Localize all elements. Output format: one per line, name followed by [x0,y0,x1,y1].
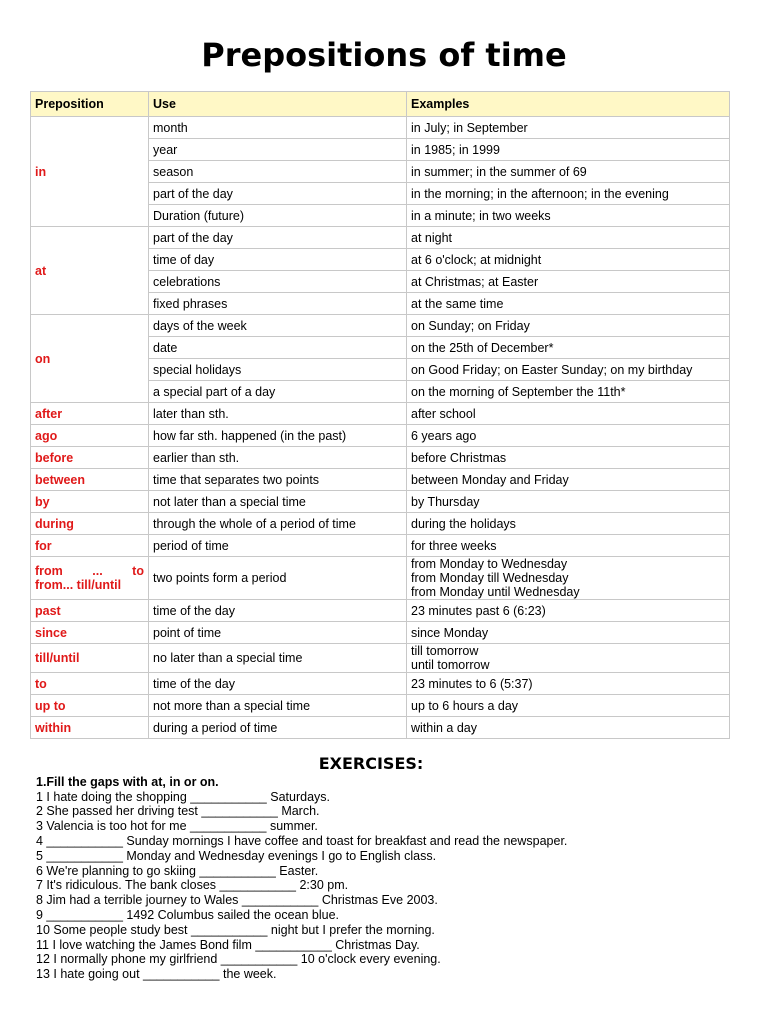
example-cell [407,644,730,673]
use-cell: days of the week [149,315,407,337]
example-cell: by Thursday [407,491,730,513]
use-cell: a special part of a day [149,381,407,403]
header-examples: Examples [407,92,730,117]
exercise-line: 6 We're planning to go skiing ___________ Easter. [36,863,319,878]
use-cell: not later than a special time [149,491,407,513]
example-line: from Monday until Wednesday [411,585,580,599]
prepositions-table [30,91,730,739]
header-preposition: Preposition [31,92,149,117]
use-cell: time of day [149,249,407,271]
example-cell: 23 minutes past 6 (6:23) [407,600,730,622]
exercise-line: 12 I normally phone my girlfriend ___________ 10 o'clock every evening. [36,952,441,967]
use-cell: two points form a period [149,557,407,600]
table-row [31,491,730,513]
preposition-cell: at [31,227,149,315]
use-cell: celebrations [149,271,407,293]
from-to-word: from [35,564,63,578]
preposition-cell: up to [31,695,149,717]
exercise-line: 4 ___________ Sunday mornings I have coffee and toast for breakfast and read the newspaper. [36,833,568,848]
use-cell: through the whole of a period of time [149,513,407,535]
table-row [31,425,730,447]
example-cell: in 1985; in 1999 [407,139,730,161]
use-cell: year [149,139,407,161]
preposition-cell: after [31,403,149,425]
example-cell: between Monday and Friday [407,469,730,491]
example-line: till tomorrow [411,644,479,658]
from-till-line: from... till/until [35,578,122,592]
preposition-cell: in [31,117,149,227]
use-cell: no later than a special time [149,644,407,673]
use-cell: not more than a special time [149,695,407,717]
table-row [31,622,730,644]
exercise-line: 7 It's ridiculous. The bank closes ___________ 2:30 pm. [36,878,349,893]
table-row [31,557,730,600]
use-cell: date [149,337,407,359]
use-cell: part of the day [149,227,407,249]
example-cell: 23 minutes to 6 (5:37) [407,673,730,695]
use-cell: how far sth. happened (in the past) [149,425,407,447]
use-cell: later than sth. [149,403,407,425]
use-cell: fixed phrases [149,293,407,315]
example-cell: in the morning; in the afternoon; in the evening [407,183,730,205]
exercises-heading: EXERCISES: [318,754,424,773]
preposition-cell: to [31,673,149,695]
use-cell: Duration (future) [149,205,407,227]
exercise-line: 13 I hate going out ___________ the week. [36,967,277,982]
use-cell: part of the day [149,183,407,205]
example-cell: at night [407,227,730,249]
table-row [31,717,730,739]
table-row [31,469,730,491]
preposition-cell: till/until [31,644,149,673]
table-row [31,117,730,139]
table-row [31,695,730,717]
table-row [31,315,730,337]
from-to-word: to [132,564,144,578]
example-cell: since Monday [407,622,730,644]
example-cell: on the morning of September the 11th* [407,381,730,403]
preposition-cell: by [31,491,149,513]
use-cell: month [149,117,407,139]
exercise-line: 5 ___________ Monday and Wednesday evenings I go to English class. [36,848,437,863]
use-cell: time that separates two points [149,469,407,491]
example-cell [407,557,730,600]
use-cell: special holidays [149,359,407,381]
example-cell: at Christmas; at Easter [407,271,730,293]
example-cell: for three weeks [407,535,730,557]
example-cell: before Christmas [407,447,730,469]
use-cell: time of the day [149,673,407,695]
use-cell: point of time [149,622,407,644]
exercise-line: 1 I hate doing the shopping ___________ Saturdays. [36,789,330,804]
example-cell: on Good Friday; on Easter Sunday; on my birthday [407,359,730,381]
table-row [31,403,730,425]
example-cell: up to 6 hours a day [407,695,730,717]
exercise-line: 2 She passed her driving test ___________ March. [36,804,320,819]
table-row [31,447,730,469]
example-line: until tomorrow [411,658,490,672]
table-row [31,600,730,622]
exercise-instruction: 1.Fill the gaps with at, in or on. [36,774,219,789]
table-row [31,673,730,695]
exercises-section [36,754,736,982]
example-cell: in a minute; in two weeks [407,205,730,227]
exercise-line: 9 ___________ 1492 Columbus sailed the ocean blue. [36,907,340,922]
preposition-cell: between [31,469,149,491]
example-line: from Monday to Wednesday [411,557,568,571]
from-to-word: ... [92,564,103,578]
example-cell: at the same time [407,293,730,315]
preposition-cell: for [31,535,149,557]
example-cell: within a day [407,717,730,739]
exercise-line: 11 I love watching the James Bond film ___________ Christmas Day. [36,937,420,952]
preposition-cell: past [31,600,149,622]
exercise-line: 8 Jim had a terrible journey to Wales ___________ Christmas Eve 2003. [36,893,438,908]
from-to-line [35,564,144,578]
preposition-cell [31,557,149,600]
page-title: Prepositions of time [201,36,567,74]
example-cell: after school [407,403,730,425]
example-cell: 6 years ago [407,425,730,447]
table-row [31,535,730,557]
table-row [31,227,730,249]
header-use: Use [149,92,407,117]
preposition-cell: within [31,717,149,739]
exercise-line: 10 Some people study best ___________ night but I prefer the morning. [36,922,435,937]
exercise-line: 3 Valencia is too hot for me ___________ summer. [36,819,318,834]
example-line: from Monday till Wednesday [411,571,569,585]
example-cell: on the 25th of December* [407,337,730,359]
example-cell: at 6 o'clock; at midnight [407,249,730,271]
preposition-cell: during [31,513,149,535]
preposition-cell: before [31,447,149,469]
example-cell: in July; in September [407,117,730,139]
preposition-cell: ago [31,425,149,447]
example-cell: during the holidays [407,513,730,535]
example-cell: on Sunday; on Friday [407,315,730,337]
use-cell: earlier than sth. [149,447,407,469]
use-cell: period of time [149,535,407,557]
example-cell: in summer; in the summer of 69 [407,161,730,183]
use-cell: season [149,161,407,183]
table-header-row [31,92,730,117]
use-cell: time of the day [149,600,407,622]
table-row [31,644,730,673]
table-row [31,513,730,535]
use-cell: during a period of time [149,717,407,739]
preposition-cell: since [31,622,149,644]
preposition-cell: on [31,315,149,403]
